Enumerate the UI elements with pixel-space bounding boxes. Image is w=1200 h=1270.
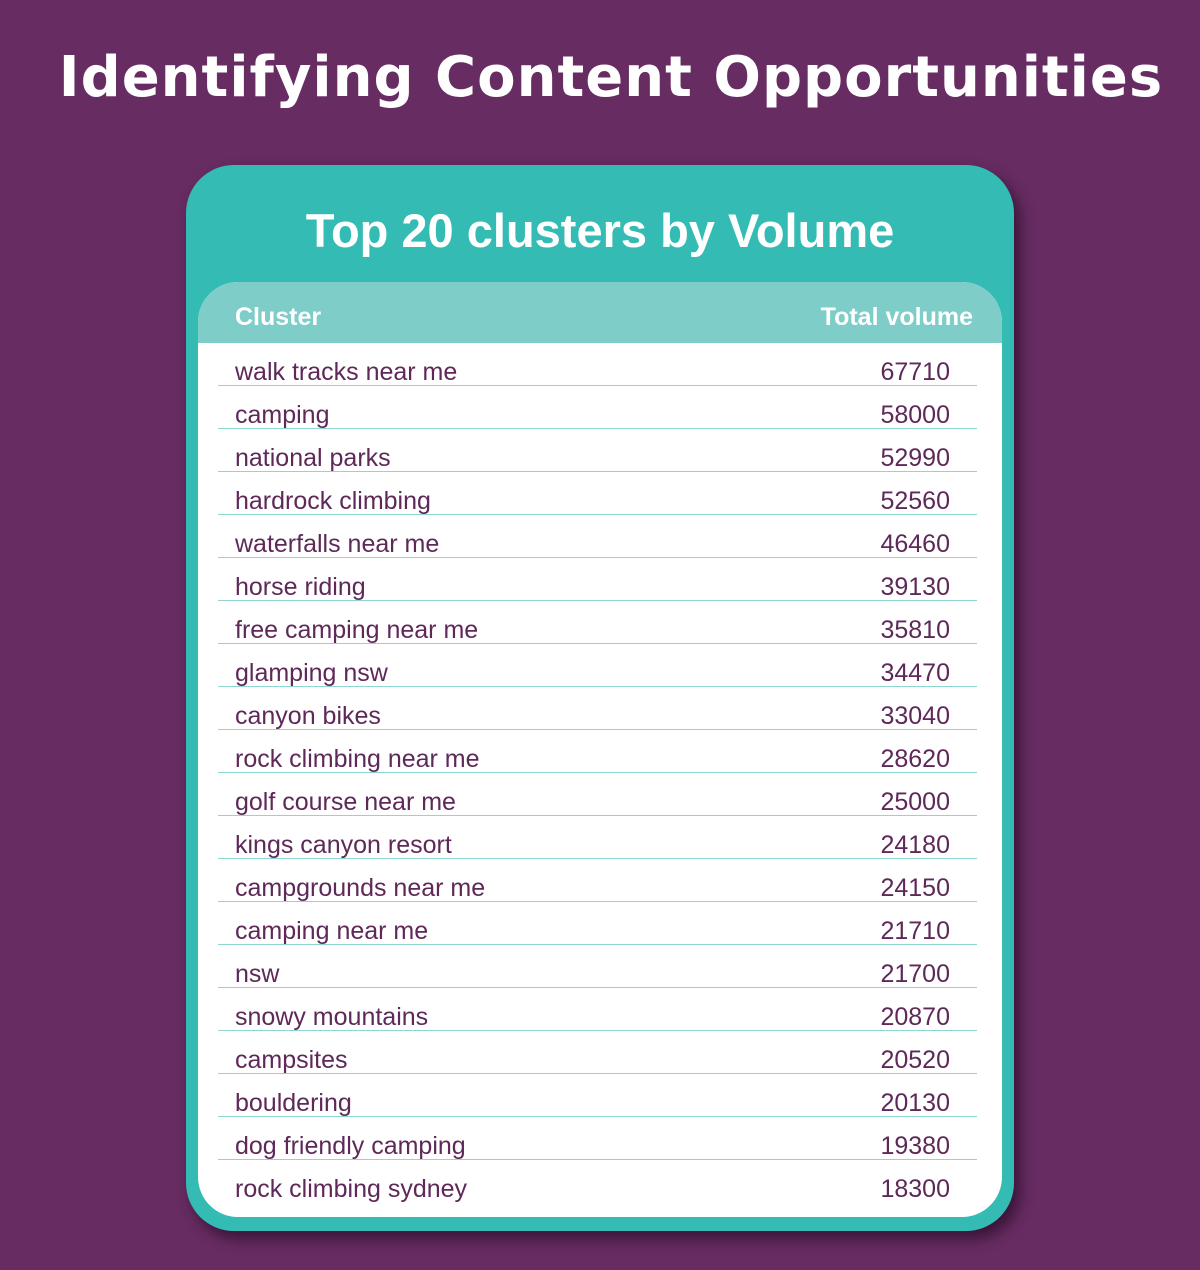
- volume-cell: 58000: [880, 401, 950, 429]
- cluster-cell: rock climbing near me: [235, 745, 480, 773]
- cluster-cell: national parks: [235, 444, 391, 472]
- table-row: [218, 343, 977, 386]
- cluster-cell: snowy mountains: [235, 1003, 429, 1031]
- table-row: [218, 945, 977, 988]
- cluster-cell: camping: [235, 401, 330, 429]
- card-title: Top 20 clusters by Volume: [305, 204, 895, 257]
- table-header: [198, 282, 1002, 343]
- cluster-cell: campgrounds near me: [235, 874, 486, 902]
- table-row: [218, 816, 977, 859]
- cluster-cell: bouldering: [235, 1089, 352, 1117]
- volume-cell: 34470: [880, 659, 950, 687]
- cluster-cell: campsites: [235, 1046, 348, 1074]
- volume-cell: 35810: [880, 616, 950, 644]
- volume-cell: 28620: [880, 745, 950, 773]
- table-row: [218, 773, 977, 816]
- cluster-cell: canyon bikes: [235, 702, 381, 730]
- cluster-cell: dog friendly camping: [235, 1132, 466, 1160]
- clusters-table: [198, 282, 1002, 1217]
- volume-cell: 52990: [880, 444, 950, 472]
- cluster-cell: walk tracks near me: [235, 358, 458, 386]
- cluster-cell: hardrock climbing: [235, 487, 431, 515]
- table-row: [218, 687, 977, 730]
- cluster-cell: nsw: [235, 960, 280, 988]
- volume-cell: 20870: [880, 1003, 950, 1031]
- cluster-cell: horse riding: [235, 573, 366, 601]
- table-row: [218, 558, 977, 601]
- table-row: [218, 1117, 977, 1160]
- volume-cell: 25000: [880, 788, 950, 816]
- table-row: [218, 902, 977, 945]
- volume-cell: 67710: [880, 358, 950, 386]
- cluster-cell: camping near me: [235, 917, 429, 945]
- cluster-cell: waterfalls near me: [235, 530, 440, 558]
- volume-cell: 33040: [880, 702, 950, 730]
- cluster-cell: glamping nsw: [235, 659, 388, 687]
- volume-cell: 18300: [880, 1175, 950, 1203]
- volume-cell: 21700: [880, 960, 950, 988]
- table-row: [218, 859, 977, 902]
- table-row: [218, 472, 977, 515]
- volume-cell: 24150: [880, 874, 950, 902]
- cluster-cell: golf course near me: [235, 788, 456, 816]
- volume-cell: 39130: [880, 573, 950, 601]
- table-row: [218, 601, 977, 644]
- column-header-cluster: Cluster: [235, 303, 322, 331]
- table-row: [218, 1074, 977, 1117]
- table-row: [218, 988, 977, 1031]
- cluster-cell: kings canyon resort: [235, 831, 452, 859]
- table-row: [218, 644, 977, 687]
- table-row: [218, 429, 977, 472]
- cluster-cell: free camping near me: [235, 616, 479, 644]
- table-row: [218, 386, 977, 429]
- volume-cell: 21710: [880, 917, 950, 945]
- volume-cell: 20130: [880, 1089, 950, 1117]
- table-row: [218, 515, 977, 558]
- clusters-card: [186, 165, 1014, 1231]
- page-title: Identifying Content Opportunities: [58, 45, 1164, 110]
- table-row: [218, 1031, 977, 1074]
- column-header-total-volume: Total volume: [820, 303, 973, 331]
- table-body: [218, 343, 977, 1203]
- volume-cell: 46460: [880, 530, 950, 558]
- table-row: [218, 730, 977, 773]
- volume-cell: 52560: [880, 487, 950, 515]
- cluster-cell: rock climbing sydney: [235, 1175, 468, 1203]
- table-row: [218, 1160, 977, 1203]
- volume-cell: 19380: [880, 1132, 950, 1160]
- volume-cell: 20520: [880, 1046, 950, 1074]
- volume-cell: 24180: [880, 831, 950, 859]
